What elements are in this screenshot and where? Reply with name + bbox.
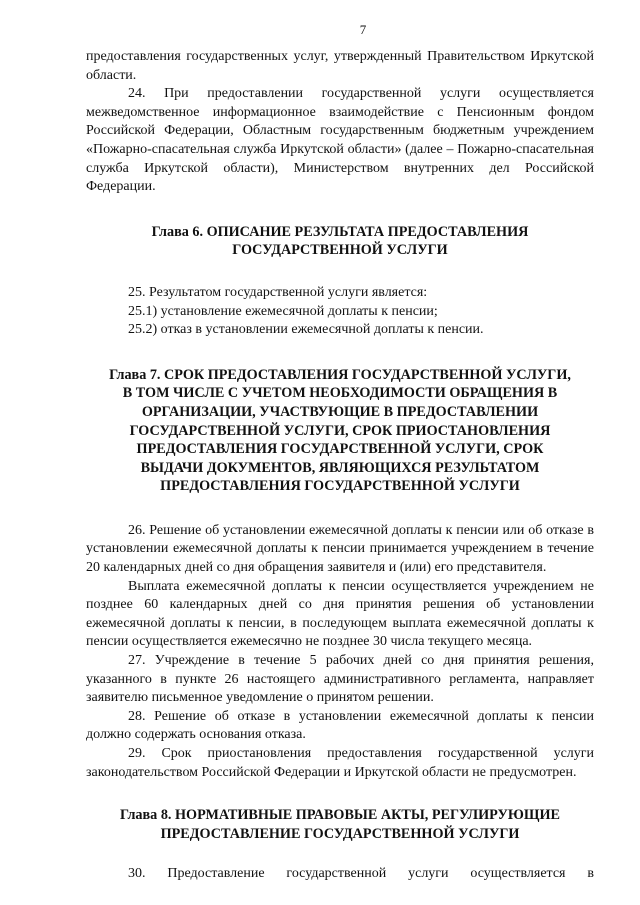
paragraph-28: 28. Решение об отказе в установлении ежемесячной доплаты к пенсии должно содержать основания отказа.: [86, 708, 594, 743]
paragraph-25: 25. Результатом государственной услуги является:: [128, 284, 428, 300]
heading-line: В ТОМ ЧИСЛЕ С УЧЕТОМ НЕОБХОДИМОСТИ ОБРАЩЕНИЯ В: [122, 385, 558, 402]
heading-line: Глава 8. НОРМАТИВНЫЕ ПРАВОВЫЕ АКТЫ, РЕГУЛИРУЮЩИЕ: [120, 807, 560, 824]
heading-line: ВЫДАЧИ ДОКУМЕНТОВ, ЯВЛЯЮЩИХСЯ РЕЗУЛЬТАТОМ: [140, 459, 540, 476]
chapter-8-heading: [86, 806, 594, 843]
paragraph-25-1: 25.1) установление ежемесячной доплаты к пенсии;: [128, 303, 438, 319]
paragraph-30: 30. Предоставление государственной услуги осуществляется в: [128, 866, 594, 882]
heading-line: ГОСУДАРСТВЕННОЙ УСЛУГИ: [232, 242, 448, 259]
paragraph-26: 26. Решение об установлении ежемесячной доплаты к пенсии или об отказе в установлении ежемесячной доплаты к пенсии принимается учреждением в течение 20 календарных дней со дня обращения заявителя и (или) его представителя.: [86, 522, 594, 576]
chapter-6-heading: [86, 223, 594, 260]
paragraph-continuation: предоставления государственных услуг, утвержденный Правительством Иркутской области.: [86, 49, 594, 83]
page-number: 7: [359, 22, 367, 37]
paragraph-24: 24. При предоставлении государственной услуги осуществляется межведомственное информационное взаимодействие с Пенсионным фондом Российской Федерации, Областным государственным бюджетным учреждением «Пожарно-спасательная служба Иркутской области» (далее – Пожарно-спасательная служба Иркутской области), Министерством внутренних дел Российской Федерации.: [86, 86, 594, 195]
heading-line: ПРЕДОСТАВЛЕНИЯ ГОСУДАРСТВЕННОЙ УСЛУГИ, СРОК: [136, 441, 544, 458]
heading-line: ГОСУДАРСТВЕННОЙ УСЛУГИ, СРОК ПРИОСТАНОВЛЕНИЯ: [129, 422, 551, 439]
chapter-7-heading: [86, 366, 594, 496]
paragraph-26-payment: Выплата ежемесячной доплаты к пенсии осуществляется учреждением не позднее 60 календарных дней со дня принятия решения об установлении ежемесячной доплаты к пенсии, в последующем выплата ежемесячной доплаты к пенсии осуществляется ежемесячно не позднее 30 числа текущего месяца.: [86, 578, 594, 650]
paragraph-25-2: 25.2) отказ в установлении ежемесячной доплаты к пенсии.: [128, 322, 484, 338]
paragraph-29: 29. Срок приостановления предоставления государственной услуги законодательством Российской Федерации и Иркутской области не предусмотрен.: [86, 746, 594, 780]
heading-line: ОРГАНИЗАЦИИ, УЧАСТВУЮЩИЕ В ПРЕДОСТАВЛЕНИИ: [141, 403, 539, 420]
heading-line: Глава 6. ОПИСАНИЕ РЕЗУЛЬТАТА ПРЕДОСТАВЛЕНИЯ: [151, 223, 529, 240]
heading-line: Глава 7. СРОК ПРЕДОСТАВЛЕНИЯ ГОСУДАРСТВЕННОЙ УСЛУГИ,: [109, 366, 571, 383]
heading-line: ПРЕДОСТАВЛЕНИЕ ГОСУДАРСТВЕННОЙ УСЛУГИ: [160, 825, 520, 842]
heading-line: ПРЕДОСТАВЛЕНИЯ ГОСУДАРСТВЕННОЙ УСЛУГИ: [160, 478, 520, 495]
paragraph-27: 27. Учреждение в течение 5 рабочих дней со дня принятия решения, указанного в пункте 26 настоящего административного регламента, направляет заявителю письменное уведомление о принятом решении.: [86, 653, 594, 706]
